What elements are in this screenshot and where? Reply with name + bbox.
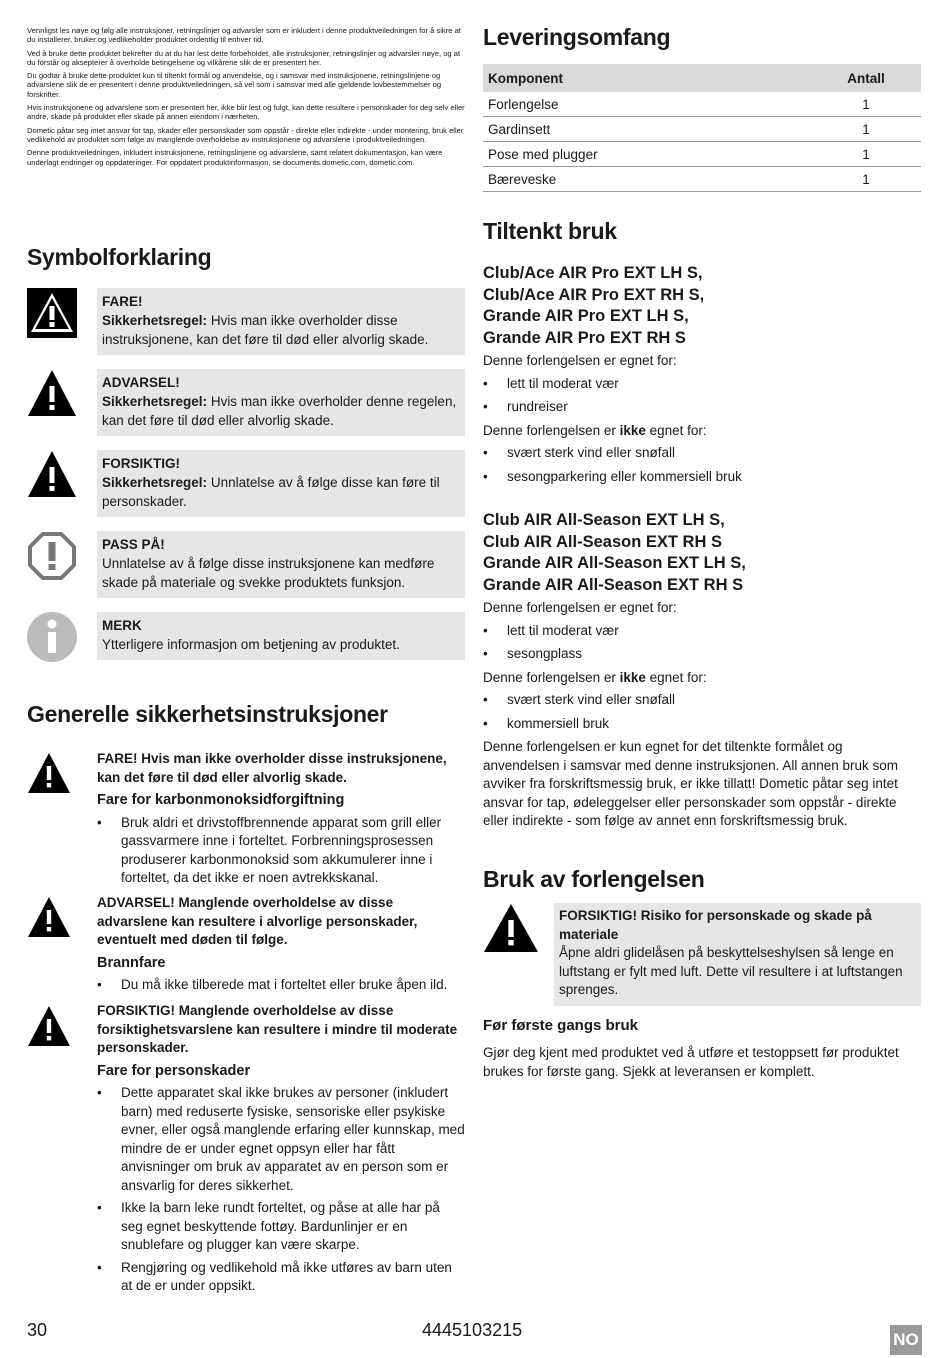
warning-triangle-icon <box>27 450 77 500</box>
advarsel-header: ADVARSEL! Manglende overholdelse av disse advarslene kan resultere i alvorlige personskader, eventuelt med døden til følge. <box>97 895 418 947</box>
fare-subheading: Fare for karbonmonoksidforgiftning <box>97 792 345 808</box>
symbol-text: Ytterligere informasjon om betjening av produktet. <box>102 637 400 652</box>
fare-block <box>97 750 465 892</box>
advarsel-block <box>97 894 465 999</box>
delivery-table <box>483 64 921 192</box>
group1-title-line: Grande AIR Pro EXT LH S, <box>483 307 689 325</box>
group1-suited-list <box>483 375 921 417</box>
tiltenkt-heading: Tiltenkt bruk <box>483 218 617 244</box>
list-item: • Rengjøring og vedlikehold må ikke utføres av barn uten at de er under oppsikt. <box>97 1259 465 1296</box>
caution-header: FORSIKTIG! Risiko for personskade og skade på materiale <box>559 908 872 942</box>
warning-triangle-icon <box>27 369 77 419</box>
suited-label: Denne forlengelsen er egnet for: <box>483 600 677 615</box>
symbol-row-forsiktig <box>27 450 465 513</box>
advarsel-subheading: Brannfare <box>97 954 166 971</box>
symbol-label: ADVARSEL! <box>102 375 180 390</box>
advarsel-list <box>97 976 465 995</box>
group2 <box>483 510 921 831</box>
symbol-row-fare <box>27 288 465 351</box>
forsiktig-list <box>97 1084 465 1296</box>
group2-suited-list <box>483 622 921 664</box>
intended-use-closing: Denne forlengelsen er kun egnet for det tiltenkte formålet og anvendelsen i samsvar med denne instruksjonen. All annen bruk som avviker fra forskriftsmessig bruk, er ikke tillatt! Dometic påtar seg intet ansvar for tap, ødeleggelser eller personskader som oppstår - direkte eller indirekte - som følge av annet enn forskriftsmessig bruk. <box>483 739 898 828</box>
table-row <box>483 167 921 192</box>
fare-header: FARE! Hvis man ikke overholder disse instruksjonene, kan det føre til død eller alvorlig skade. <box>97 751 447 785</box>
warning-triangle-icon <box>27 1005 71 1047</box>
symbol-row-advarsel <box>27 369 465 432</box>
component-count: 1 <box>811 142 921 167</box>
group2-not-suited-list <box>483 691 921 733</box>
symbol-box <box>97 369 465 436</box>
list-item: • lett til moderat vær <box>483 375 921 394</box>
symbol-box <box>97 450 465 517</box>
intro-paragraph: Denne produktveiledningen, inkludert instruksjonene, retningslinjene og advarslene, samt relatert dokumentasjon, kan være underlagt endringer og oppdateringer. For oppdatert produktinformasjon, se documents.dometic.com, dometic.com. <box>27 148 443 167</box>
forsiktig-header: FORSIKTIG! Manglende overholdelse av disse forsiktighetsvarslene kan resultere i mindre til moderate personskader. <box>97 1003 458 1055</box>
group2-title-line: Grande AIR All-Season EXT RH S <box>483 575 744 594</box>
list-item: • Dette apparatet skal ikke brukes av personer (inkludert barn) med reduserte fysiske, sensoriske eller psykiske evner, eller også manglende erfaring eller kunnskap, med mindre de er under egnet oppsyn eller har fått anvisninger om bruk av apparatet av en person som er ansvarlig for deres sikkerhet. <box>97 1084 465 1195</box>
component-name: Gardinsett <box>483 117 811 142</box>
forsiktig-block <box>97 1002 465 1300</box>
not-suited-label: Denne forlengelsen er ikke egnet for: <box>483 422 707 438</box>
group2-title-line: Club AIR All-Season EXT LH S, <box>483 511 725 529</box>
component-count: 1 <box>811 92 921 117</box>
component-name: Pose med plugger <box>483 142 811 167</box>
caution-box <box>554 903 921 1006</box>
symbol-prefix: Sikkerhetsregel: <box>102 313 208 328</box>
table-header-row <box>483 64 921 92</box>
group1-not-suited-list <box>483 444 921 486</box>
document-number: 4445103215 <box>422 1320 523 1340</box>
list-item: • lett til moderat vær <box>483 622 921 641</box>
first-use-heading: Før første gangs bruk <box>483 1017 639 1034</box>
info-circle-icon <box>27 612 77 662</box>
intro-paragraph: Ved å bruke dette produktet bekrefter du at du har lest dette forbeholdet, alle instruksjoner, retningslinjer og advarsler nøye, og at du forstår og aksepterer å overholde betingelsene og vilkårene slik de er presentert her. <box>27 48 461 67</box>
forsiktig-subheading: Fare for personskader <box>97 1062 251 1079</box>
intro-paragraph: Dometic påtar seg intet ansvar for tap, skader eller personskader som oppstår - direkte eller indirekte - under montering, bruk eller vedlikehold av produktet som følge av manglende overholdelse av instruksjonene og advarslene i produktveiledningen. <box>27 125 464 144</box>
not-suited-label: Denne forlengelsen er ikke egnet for: <box>483 669 707 685</box>
table-row <box>483 117 921 142</box>
group1-title-line: Club/Ace AIR Pro EXT LH S, <box>483 264 703 282</box>
table-row <box>483 92 921 117</box>
first-use-text: Gjør deg kjent med produktet ved å utføre et testoppsett før produktet brukes for første gang. Sjekk at leveransen er komplett. <box>483 1045 899 1079</box>
fare-list <box>97 814 465 888</box>
octagon-exclamation-icon <box>27 531 77 581</box>
list-item: • Du må ikke tilberede mat i forteltet eller bruke åpen ild. <box>97 976 465 995</box>
symbol-text: Unnlatelse av å følge disse instruksjonene kan medføre skade på materiale og svekke produktets funksjon. <box>102 556 435 590</box>
symbol-label: FARE! <box>102 294 143 309</box>
symbol-label: MERK <box>102 618 142 633</box>
leveringsomfang-heading: Leveringsomfang <box>483 24 671 50</box>
page-number: 30 <box>27 1320 48 1340</box>
symbol-label: FORSIKTIG! <box>102 456 180 471</box>
col-component: Komponent <box>483 64 811 92</box>
symbol-text: Hvis man ikke overholder disse instruksjonene, kan det føre til død eller alvorlig skade. <box>102 313 429 347</box>
group2-title-line: Grande AIR All-Season EXT LH S, <box>483 554 746 572</box>
symbol-row-pass-pa <box>27 531 465 594</box>
symbol-text: Unnlatelse av å følge disse kan føre til personskader. <box>102 475 440 509</box>
suited-label: Denne forlengelsen er egnet for: <box>483 353 677 368</box>
intro-paragraph: Vennligst les nøye og følg alle instruksjoner, retningslinjer og advarsler som er inkludert i denne produktveiledningen for å sikre at du installerer, bruker og vedlikeholder produktet ordentlig til enhver tid. <box>27 26 461 45</box>
col-count: Antall <box>811 64 921 92</box>
bruk-heading: Bruk av forlengelsen <box>483 866 705 892</box>
list-item: • svært sterk vind eller snøfall <box>483 444 921 463</box>
symbol-box <box>97 288 465 355</box>
symbol-box <box>97 531 465 598</box>
component-name: Forlengelse <box>483 92 811 117</box>
group2-title-line: Club AIR All-Season EXT RH S <box>483 532 722 551</box>
group1-title-line: Grande AIR Pro EXT RH S <box>483 328 686 347</box>
symbols-heading: Symbolforklaring <box>27 244 212 270</box>
intro-disclaimer <box>27 26 465 171</box>
list-item: • Bruk aldri et drivstoffbrennende apparat som grill eller gassvarmere inne i forteltet. Forbrenningsprosessen produserer karbonmonoksid som akkumulerer inne i forteltet, da det ikke er noen avtrekkskanal. <box>97 814 465 888</box>
warning-triangle-icon <box>27 896 71 938</box>
group1-title-line: Club/Ace AIR Pro EXT RH S, <box>483 285 705 304</box>
symbol-label: PASS PÅ! <box>102 537 165 552</box>
language-badge: NO <box>890 1325 922 1355</box>
warning-triangle-icon <box>483 903 539 953</box>
warning-square-icon <box>27 288 77 338</box>
caution-text: Åpne aldri glidelåsen på beskyttelseshylsen så lenge en luftstang er fylt med luft. Dette vil resultere i at luftstangen sprenges. <box>559 945 903 997</box>
list-item: • sesongplass <box>483 645 921 664</box>
list-item: • svært sterk vind eller snøfall <box>483 691 921 710</box>
symbol-row-merk <box>27 612 465 675</box>
intro-paragraph: Hvis instruksjonene og advarslene som er presentert her, ikke blir lest og fulgt, kan dette resultere i personskader for deg selv eller andre, skade på produktet eller skade på annen eiendom i nærheten. <box>27 103 465 122</box>
symbol-prefix: Sikkerhetsregel: <box>102 394 208 409</box>
list-item: • rundreiser <box>483 398 921 417</box>
component-count: 1 <box>811 167 921 192</box>
symbol-text: Hvis man ikke overholder denne regelen, kan det føre til død eller alvorlig skade. <box>102 394 457 428</box>
symbol-box <box>97 612 465 660</box>
component-count: 1 <box>811 117 921 142</box>
group1 <box>483 263 921 491</box>
intro-paragraph: Du godtar å bruke dette produktet kun til tiltenkt formål og anvendelse, og i samsvar med instruksjonene, retningslinjene og advarslene slik de er presentert i denne produktveiledningen, så vel som i samsvar med alle gjeldende lovbestemmelser og forskrifter. <box>27 71 442 99</box>
general-safety-heading: Generelle sikkerhetsinstruksjoner <box>27 701 388 727</box>
symbol-prefix: Sikkerhetsregel: <box>102 475 208 490</box>
warning-triangle-icon <box>27 752 71 794</box>
list-item: • kommersiell bruk <box>483 715 921 734</box>
list-item: • sesongparkering eller kommersiell bruk <box>483 468 921 487</box>
table-row <box>483 142 921 167</box>
component-name: Bæreveske <box>483 167 811 192</box>
list-item: • Ikke la barn leke rundt forteltet, og påse at alle har på seg egnet beskyttende fottøy. Bardunlinjer er en snublefare og plugger kan være skarpe. <box>97 1199 465 1255</box>
